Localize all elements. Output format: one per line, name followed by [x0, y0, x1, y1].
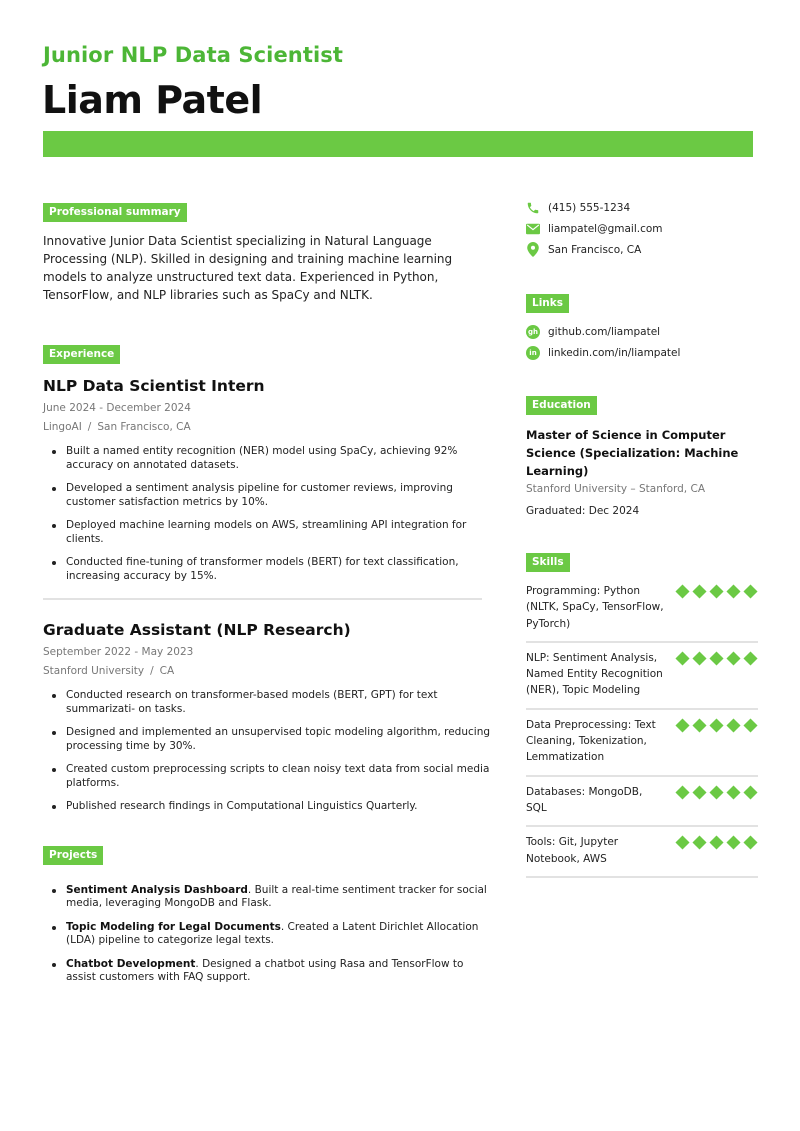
rating-diamond-icon [743, 785, 758, 800]
project-item [43, 921, 495, 948]
job-location: CA [159, 665, 175, 677]
github-icon [526, 325, 540, 339]
rating-diamond-icon [675, 785, 690, 800]
rating-diamond-icon [692, 651, 707, 666]
job-company-line [43, 420, 495, 434]
rating-diamond-icon [726, 718, 741, 733]
rating-diamond-icon [743, 835, 758, 850]
linkedin-glyph: in [526, 346, 540, 360]
list-item: Built a named entity recognition (NER) model using SpaCy, achieving 92% accuracy on annotated datasets. [43, 445, 495, 472]
project-title: Sentiment Analysis Dashboard [66, 883, 248, 896]
rating-diamond-icon [709, 651, 724, 666]
resume-subtitle: Junior NLP Data Scientist [43, 43, 344, 67]
projects-section [43, 843, 495, 985]
job-bullets [43, 445, 495, 583]
project-description: . Created a Latent Dirichlet Allocation (LDA) pipeline to categorize legal texts. [66, 920, 479, 946]
education-degree: Master of Science in Computer Science (Specialization: Machine Learning) [526, 428, 739, 478]
links-list [526, 321, 758, 363]
contact-phone[interactable]: (415) 555-1234 [548, 201, 631, 214]
github-glyph: gh [526, 325, 540, 339]
project-title: Topic Modeling for Legal Documents [66, 920, 281, 933]
job-dates: September 2022 - May 2023 [43, 646, 194, 658]
skills-section [526, 550, 758, 878]
job-company: LingoAI [43, 421, 82, 433]
rating-diamond-icon [675, 651, 690, 666]
skill-row [526, 710, 758, 777]
skill-name: Data Preprocessing: Text Cleaning, Tokenization, Lemmatization [526, 718, 656, 764]
rating-diamond-icon [726, 835, 741, 850]
skill-name: Databases: MongoDB, SQL [526, 785, 643, 814]
job-company: Stanford University [43, 665, 145, 677]
rating-diamond-icon [675, 835, 690, 850]
rating-diamond-icon [743, 718, 758, 733]
list-item: Created custom preprocessing scripts to clean noisy text data from social media platforms. [43, 763, 495, 790]
project-item [43, 884, 495, 911]
separator: / [87, 421, 92, 433]
rating-diamond-icon [709, 785, 724, 800]
skill-rating [675, 717, 758, 766]
rating-diamond-icon [743, 584, 758, 599]
education-heading: Education [526, 396, 597, 415]
skill-rating [675, 784, 758, 817]
education-section [526, 393, 758, 517]
rating-diamond-icon [726, 785, 741, 800]
link-github[interactable]: github.com/liampatel [548, 325, 661, 338]
list-item: Developed a sentiment analysis pipeline for customer reviews, improving customer satisfaction metrics by 10%. [43, 482, 495, 509]
list-item: Conducted fine-tuning of transformer models (BERT) for text classification, increasing accuracy by 15%. [43, 556, 495, 583]
header-accent-bar [43, 131, 753, 157]
links-section [526, 291, 758, 363]
email-icon [526, 222, 540, 236]
summary-text: Innovative Junior Data Scientist specializing in Natural Language Processing (NLP). Skilled in designing and training machine learning models to analyze unstructured text data. Experienced in Python, TensorFlow, and NLP libraries such as SpaCy and NLTK. [43, 234, 453, 302]
skill-row [526, 777, 758, 828]
contact-location: San Francisco, CA [548, 243, 642, 256]
link-row-linkedin [526, 342, 758, 363]
contact-email[interactable]: liampatel@gmail.com [548, 222, 663, 235]
project-description: . Designed a chatbot using Rasa and TensorFlow to assist customers with FAQ support. [66, 957, 464, 983]
skill-row [526, 576, 758, 643]
skill-rating [675, 650, 758, 699]
project-title: Chatbot Development [66, 957, 196, 970]
summary-section [43, 200, 495, 304]
experience-heading: Experience [43, 345, 120, 364]
rating-diamond-icon [692, 835, 707, 850]
job-divider [43, 598, 482, 600]
resume-name: Liam Patel [42, 78, 263, 122]
rating-diamond-icon [692, 785, 707, 800]
skill-row [526, 643, 758, 710]
job-entry [43, 377, 495, 583]
left-column [43, 200, 495, 995]
education-graduated: Graduated: Dec 2024 [526, 505, 640, 517]
contact-location-row [526, 239, 758, 260]
project-description: . Built a real-time sentiment tracker for social media, leveraging MongoDB and Flask. [66, 883, 487, 909]
linkedin-icon [526, 346, 540, 360]
education-school: Stanford University – Stanford, CA [526, 483, 705, 495]
list-item: Deployed machine learning models on AWS, streamlining API integration for clients. [43, 519, 495, 546]
links-heading: Links [526, 294, 569, 313]
rating-diamond-icon [675, 718, 690, 733]
projects-heading: Projects [43, 846, 103, 865]
list-item: Published research findings in Computational Linguistics Quarterly. [43, 800, 495, 814]
rating-diamond-icon [709, 718, 724, 733]
summary-heading: Professional summary [43, 203, 187, 222]
skills-list [526, 576, 758, 878]
job-title: NLP Data Scientist Intern [43, 377, 265, 395]
job-location: San Francisco, CA [97, 421, 191, 433]
list-item: Conducted research on transformer-based models (BERT, GPT) for text summarizati- on tasks. [43, 689, 495, 716]
location-pin-icon [526, 243, 540, 257]
link-linkedin[interactable]: linkedin.com/in/liampatel [548, 346, 681, 359]
list-item: Designed and implemented an unsupervised topic modeling algorithm, reducing processing time by 30%. [43, 726, 495, 753]
job-company-line [43, 664, 495, 678]
job-title: Graduate Assistant (NLP Research) [43, 621, 351, 639]
skill-rating [675, 583, 758, 632]
rating-diamond-icon [726, 584, 741, 599]
skill-name: Tools: Git, Jupyter Notebook, AWS [526, 836, 619, 865]
rating-diamond-icon [709, 584, 724, 599]
contact-email-row [526, 218, 758, 239]
rating-diamond-icon [675, 584, 690, 599]
job-bullets [43, 689, 495, 814]
rating-diamond-icon [743, 651, 758, 666]
right-column [526, 200, 758, 878]
rating-diamond-icon [709, 835, 724, 850]
project-list [43, 884, 495, 985]
phone-icon [526, 201, 540, 215]
rating-diamond-icon [726, 651, 741, 666]
contact-section [526, 197, 758, 260]
link-row-github [526, 321, 758, 342]
job-dates: June 2024 - December 2024 [43, 402, 191, 414]
skill-name: Programming: Python (NLTK, SpaCy, TensorFlow, PyTorch) [526, 585, 664, 630]
skill-name: NLP: Sentiment Analysis, Named Entity Recognition (NER), Topic Modeling [526, 651, 663, 697]
project-item [43, 958, 495, 985]
experience-section [43, 342, 495, 814]
separator: / [150, 665, 154, 677]
contact-phone-row [526, 197, 758, 218]
rating-diamond-icon [692, 718, 707, 733]
skill-rating [675, 834, 758, 867]
rating-diamond-icon [692, 584, 707, 599]
skills-heading: Skills [526, 553, 570, 572]
job-entry [43, 621, 495, 814]
skill-row [526, 827, 758, 878]
